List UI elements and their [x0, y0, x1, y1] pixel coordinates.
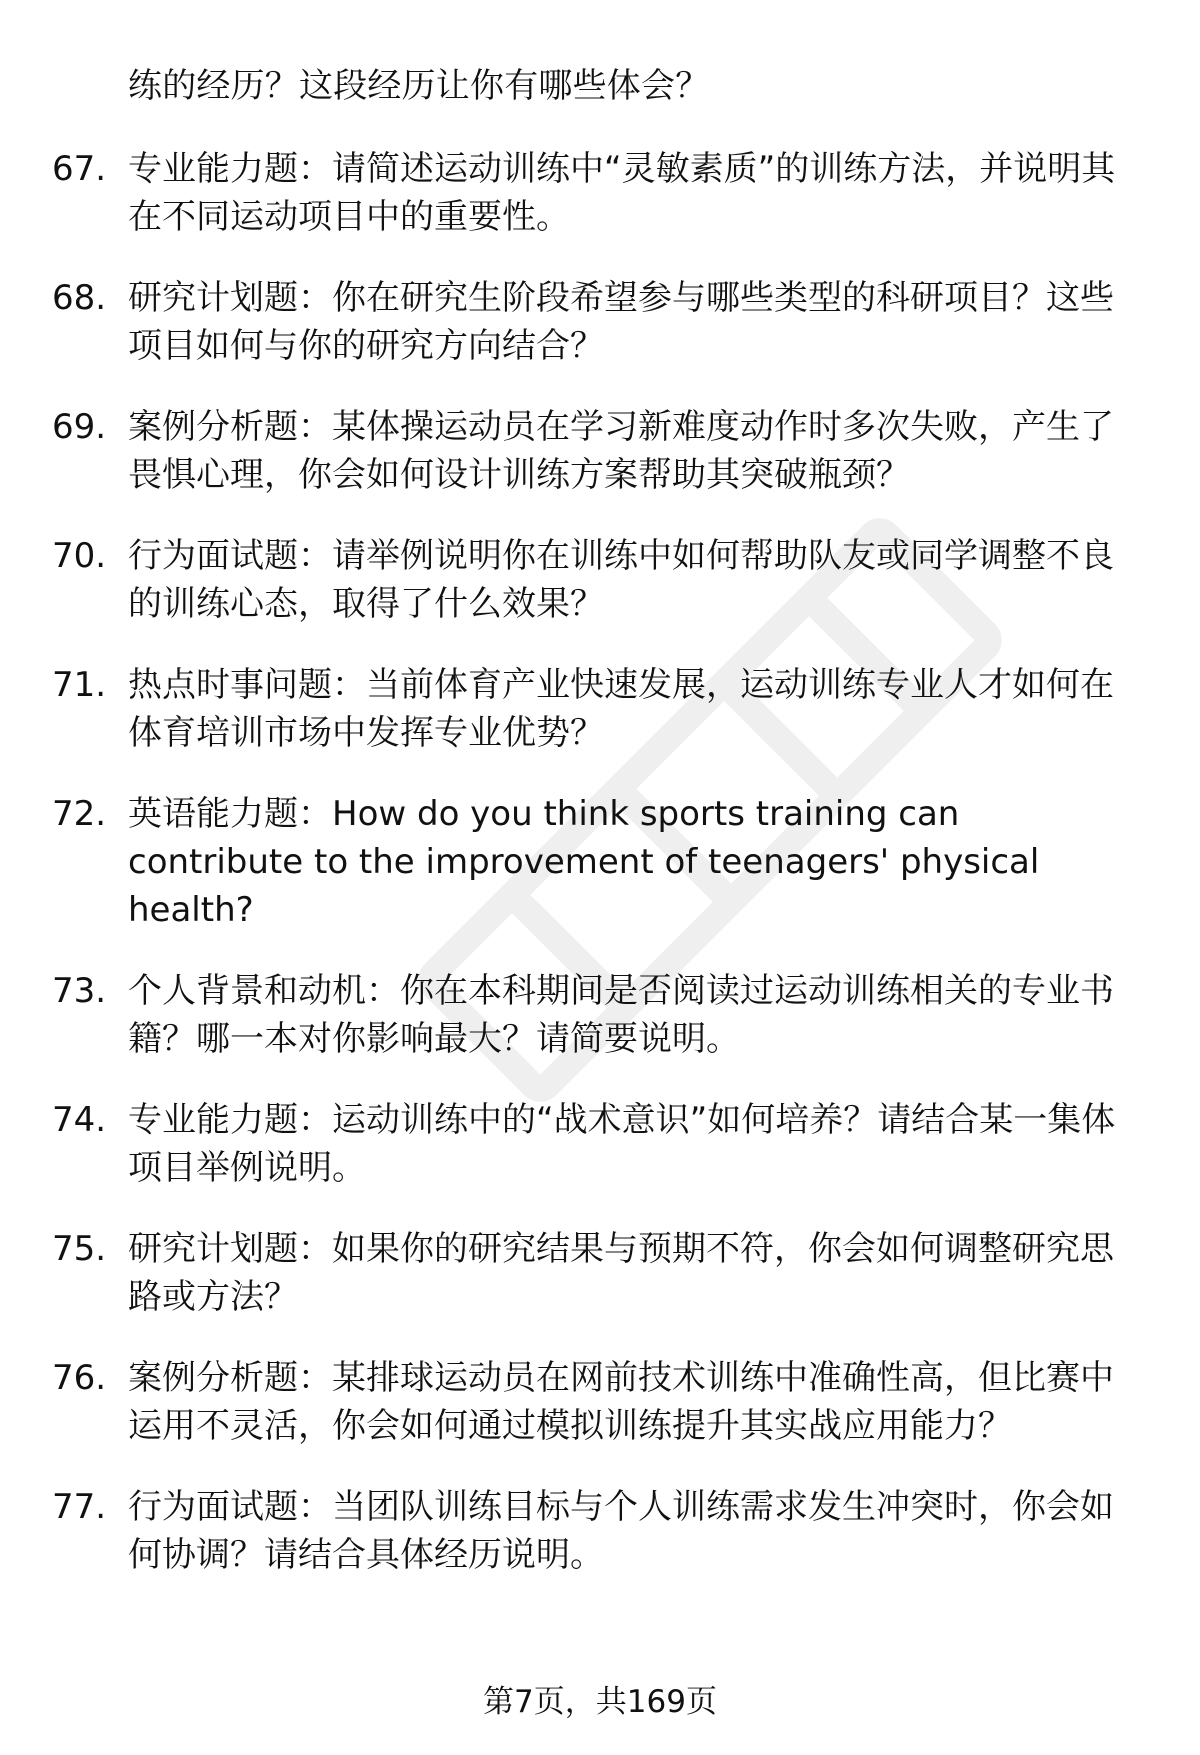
question-number: 77.: [52, 1487, 107, 1527]
question-text: 个人背景和动机：你在本科期间是否阅读过运动训练相关的专业书籍？哪一本对你影响最大？请简要说明。: [128, 971, 1114, 1059]
question-number: 69.: [52, 407, 107, 447]
question-number: 68.: [52, 278, 107, 318]
question-list: [52, 145, 1142, 1612]
question-number: 67.: [52, 149, 107, 189]
question-item-72: [52, 790, 1142, 934]
question-text: 案例分析题：某排球运动员在网前技术训练中准确性高，但比赛中运用不灵活，你会如何通过模拟训练提升其实战应用能力？: [128, 1358, 1114, 1446]
question-text: 行为面试题：请举例说明你在训练中如何帮助队友或同学调整不良的训练心态，取得了什么效果？: [128, 536, 1114, 624]
question-item-71: [52, 661, 1142, 757]
question-item-70: [52, 532, 1142, 628]
question-number: 75.: [52, 1229, 107, 1269]
question-text: 专业能力题：运动训练中的“战术意识”如何培养？请结合某一集体项目举例说明。: [128, 1100, 1116, 1188]
question-number: 73.: [52, 971, 107, 1011]
question-number: 72.: [52, 794, 107, 834]
question-text: 专业能力题：请简述运动训练中“灵敏素质”的训练方法，并说明其在不同运动项目中的重要性。: [128, 149, 1116, 237]
question-item-68: [52, 274, 1142, 370]
question-item-75: [52, 1225, 1142, 1321]
question-item-67: [52, 145, 1142, 241]
question-item-74: [52, 1096, 1142, 1192]
question-text: 研究计划题：你在研究生阶段希望参与哪些类型的科研项目？这些项目如何与你的研究方向结合？: [128, 278, 1114, 366]
question-item-69: [52, 403, 1142, 499]
question-continuation: 练的经历？这段经历让你有哪些体会？: [128, 66, 710, 106]
question-item-73: [52, 967, 1142, 1063]
page-footer: 第7页，共169页: [483, 1684, 717, 1720]
question-item-76: [52, 1354, 1142, 1450]
question-text: 案例分析题：某体操运动员在学习新难度动作时多次失败，产生了畏惧心理，你会如何设计训练方案帮助其突破瓶颈？: [128, 407, 1114, 495]
question-number: 71.: [52, 665, 107, 705]
question-number: 76.: [52, 1358, 107, 1398]
question-number: 70.: [52, 536, 107, 576]
question-text: 热点时事问题：当前体育产业快速发展，运动训练专业人才如何在体育培训市场中发挥专业优势？: [128, 665, 1114, 753]
question-text: 英语能力题：How do you think sports training can contribute to the improvement of teenagers' physical health?: [128, 794, 1040, 930]
question-number: 74.: [52, 1100, 107, 1140]
question-text: 行为面试题：当团队训练目标与个人训练需求发生冲突时，你会如何协调？请结合具体经历说明。: [128, 1487, 1114, 1575]
question-item-77: [52, 1483, 1142, 1579]
question-text: 研究计划题：如果你的研究结果与预期不符，你会如何调整研究思路或方法？: [128, 1229, 1114, 1317]
